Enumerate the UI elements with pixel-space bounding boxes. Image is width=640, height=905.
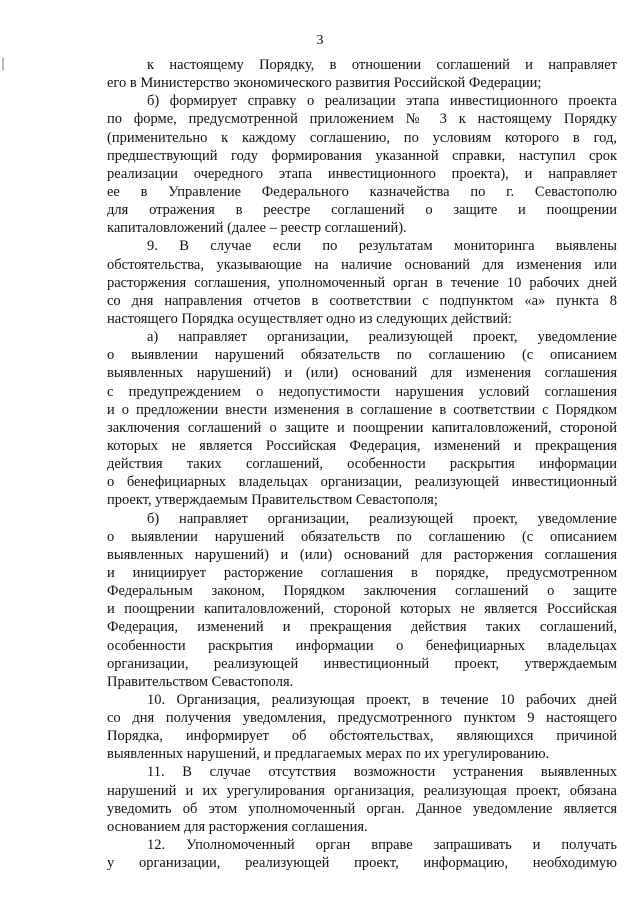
paragraph-p6 xyxy=(107,691,617,764)
text-line: а) направляет организации, реализующей проект, уведомление xyxy=(147,329,617,346)
paragraph-p2 xyxy=(107,92,617,237)
text-line: Федеральным законом, Порядком заключения соглашений о защите xyxy=(107,583,617,600)
text-line: со дня получения уведомления, предусмотренного пунктом 9 настоящего xyxy=(107,710,617,727)
text-line: настоящего Порядка осуществляет одно из следующих действий: xyxy=(107,310,513,327)
text-line: Порядка, информирует об обстоятельствах, являющихся причиной xyxy=(107,728,617,745)
text-line: капиталовложений (далее – реестр соглашений). xyxy=(107,220,407,237)
text-line: нарушений и их урегулирования организация, реализующая проект, обязана xyxy=(107,782,617,799)
text-line: о бенефициарных владельцах организации, реализующей инвестиционный xyxy=(107,474,617,491)
text-line: б) направляет организации, реализующей проект, уведомление xyxy=(147,510,617,527)
text-line: предшествующий году формирования указанной справки, наступил срок xyxy=(107,147,617,164)
text-line: выявленных нарушений) и (или) оснований для изменения соглашения xyxy=(107,365,617,382)
text-line: которых не является Российская Федерация, изменений и прекращения xyxy=(107,437,617,454)
text-line: Федерация, изменений и прекращения действия таких соглашений, xyxy=(107,619,617,636)
text-line: и о предложении внести изменения в соглашение в соответствии с Порядком xyxy=(107,401,617,418)
text-line: (применительно к каждому соглашению, по условиям которого в год, xyxy=(107,129,617,146)
text-line: организации, реализующей инвестиционный проект, утверждаемым xyxy=(107,655,617,672)
text-line: 12. Уполномоченный орган вправе запрашивать и получать xyxy=(147,837,617,854)
text-line: и поощрении капиталовложений, стороной которых не является Российская xyxy=(107,601,617,618)
text-line: выявленных нарушений, и предлагаемых мерах по их урегулированию. xyxy=(107,746,550,763)
text-line: Правительством Севастополя. xyxy=(107,673,294,690)
paragraph-p4 xyxy=(107,328,617,509)
paragraph-p3 xyxy=(107,237,617,328)
text-line: обстоятельства, указывающие на наличие оснований для изменения или xyxy=(107,256,617,273)
text-line: у организации, реализующей проект, информацию, необходимую xyxy=(107,855,617,872)
text-line: о выявлении нарушений обязательств по соглашению (с описанием xyxy=(107,347,617,364)
text-line: его в Министерство экономического развития Российской Федерации; xyxy=(107,75,542,92)
page-number: 3 xyxy=(316,33,324,48)
text-line: основанием для расторжения соглашения. xyxy=(107,818,368,835)
paragraph-p5 xyxy=(107,510,617,691)
text-line: 10. Организация, реализующая проект, в течение 10 рабочих дней xyxy=(147,691,617,708)
paragraph-p7 xyxy=(107,763,617,836)
text-line: по форме, предусмотренной приложением № 3 к настоящему Порядку xyxy=(107,111,617,128)
text-line: с предупреждением о недопустимости нарушения условий соглашения xyxy=(107,383,617,400)
text-line: реализации очередного этапа инвестиционного проекта), и направляет xyxy=(107,165,617,182)
paragraph-p1 xyxy=(107,56,617,92)
text-line: выявленных нарушений) и (или) оснований для расторжения соглашения xyxy=(107,546,617,563)
text-line: расторжения соглашения, уполномоченный орган в течение 10 рабочих дней xyxy=(107,274,617,291)
text-line: 11. В случае отсутствия возможности устранения выявленных xyxy=(147,764,617,781)
text-line: б) формирует справку о реализации этапа инвестиционного проекта xyxy=(147,93,617,110)
text-line: особенности раскрытия информации о бенефициарных владельцах xyxy=(107,637,617,654)
text-line: и инициирует расторжение соглашения в порядке, предусмотренном xyxy=(107,564,617,581)
text-line: к настоящему Порядку, в отношении соглашений и направляет xyxy=(147,57,617,73)
scan-edge-mark xyxy=(2,58,4,70)
text-line: заключения соглашений о защите и поощрении капиталовложений, стороной xyxy=(107,419,617,436)
text-line: проект, утверждаемым Правительством Севастополя; xyxy=(107,492,438,509)
document-body xyxy=(107,56,617,872)
text-line: для отражения в реестре соглашений о защите и поощрении xyxy=(107,202,617,219)
paragraph-p8 xyxy=(107,836,617,872)
text-line: 9. В случае если по результатам мониторинга выявлены xyxy=(147,238,617,255)
text-line: уведомить об этом уполномоченный орган. Данное уведомление является xyxy=(107,800,617,817)
text-line: действия таких соглашений, особенности раскрытия информации xyxy=(107,456,617,473)
text-line: со дня направления отчетов в соответствии с подпунктом «а» пункта 8 xyxy=(107,292,617,309)
text-line: ее в Управление Федерального казначейства по г. Севастополю xyxy=(107,183,617,200)
text-line: о выявлении нарушений обязательств по соглашению (с описанием xyxy=(107,528,617,545)
